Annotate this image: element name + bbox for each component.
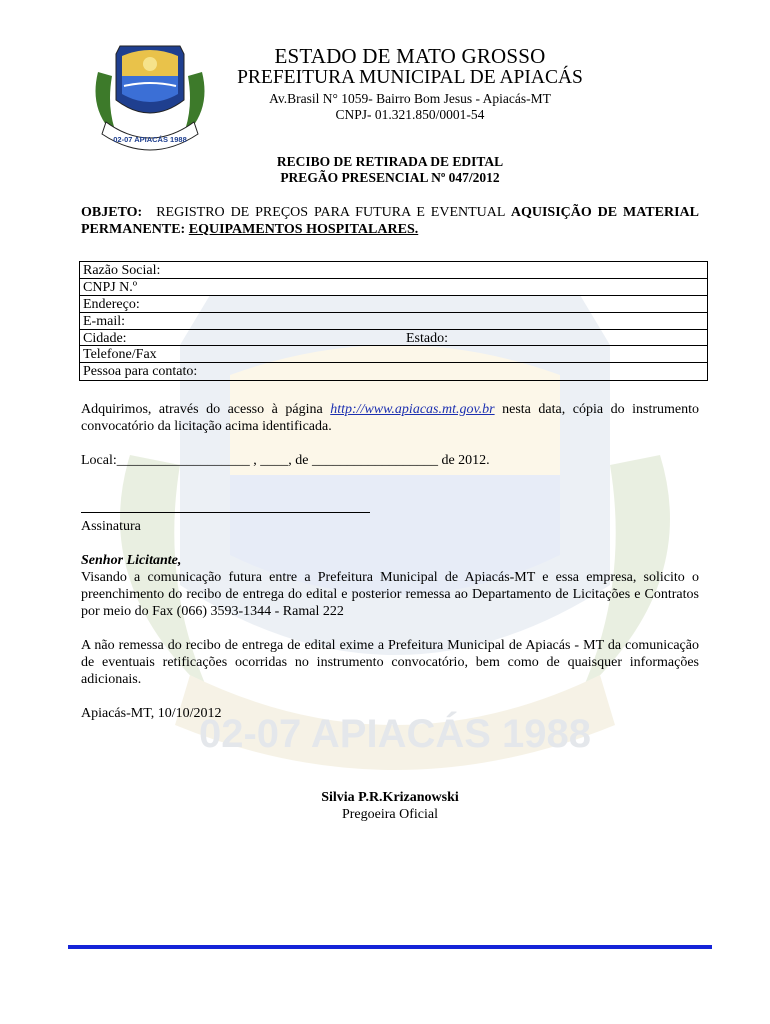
header-prefeitura: PREFEITURA MUNICIPAL DE APIACÁS [237, 67, 583, 88]
form-row-endereco[interactable] [80, 296, 707, 313]
instructions-paragraph: Visando a comunicação futura entre a Prefeitura Municipal de Apiacás-MT e essa empresa, solicito o preenchimento do recibo de entrega do edital e posterior remessa ao Departamento de Licitações e Contratos por meio do Fax (066) 3593-1344 - Ramal 222 [81, 570, 699, 619]
logo-text: 02-07 APIACÁS 1988 [113, 135, 187, 144]
form-row-cnpj[interactable] [80, 279, 707, 296]
acquisition-paragraph [81, 401, 699, 435]
razao-social-label: Razão Social: [83, 263, 161, 278]
notice-paragraph: A não remessa do recibo de entrega de edital exime a Prefeitura Municipal de Apiacás - MT da comunicação de eventuais retificações ocorridas no instrumento convocatório, bem como de quaisquer informações adicionais. [81, 638, 699, 687]
form-row-telefone[interactable] [80, 346, 707, 363]
place-date: Apiacás-MT, 10/10/2012 [81, 706, 222, 721]
header-cnpj: CNPJ- 01.321.850/0001-54 [335, 107, 485, 122]
objeto-section [81, 204, 699, 238]
contato-label: Pessoa para contato: [83, 364, 198, 380]
header-address: Av.Brasil N° 1059- Bairro Bom Jesus - Apiacás-MT [269, 91, 551, 106]
signature-line [81, 512, 370, 513]
objeto-underlined: EQUIPAMENTOS HOSPITALARES. [188, 222, 419, 237]
form-row-razao-social[interactable] [80, 262, 707, 279]
company-form-table [79, 261, 708, 381]
cidade-label: Cidade: [83, 330, 127, 346]
document-title: RECIBO DE RETIRADA DE EDITAL [276, 154, 504, 169]
telefone-label: Telefone/Fax [83, 347, 157, 363]
signatory-role: Pregoeira Oficial [341, 807, 438, 822]
website-link[interactable]: http://www.apiacas.mt.gov.br [330, 402, 495, 417]
objeto-text: REGISTRO DE PREÇOS PARA FUTURA E EVENTUAL [156, 205, 505, 220]
watermark-text: 02-07 APIACÁS 1988 [198, 712, 592, 756]
endereco-label: Endereço: [83, 296, 140, 312]
salutation: Senhor Licitante, [81, 553, 182, 568]
header-state: ESTADO DE MATO GROSSO [274, 44, 546, 68]
assinatura-label: Assinatura [81, 519, 141, 534]
signatory-name: Silvia P.R.Krizanowski [321, 790, 459, 805]
document-subtitle: PREGÃO PRESENCIAL Nº 047/2012 [280, 170, 500, 185]
form-row-contato[interactable] [80, 363, 707, 380]
acq-text-post: nesta data, cópia do instrumento convocatório da licitação acima identificada. [81, 402, 699, 434]
objeto-bold: AQUISIÇÃO DE MATERIAL PERMANENTE: [81, 205, 699, 237]
objeto-label: OBJETO: [81, 205, 143, 220]
cnpj-label: CNPJ N.º [83, 279, 138, 295]
email-label: E-mail: [83, 313, 125, 329]
local-date-line: Local:___________________ , ____, de __________________ de 2012. [81, 453, 490, 468]
estado-label: Estado: [406, 330, 448, 346]
footer-divider [68, 945, 712, 949]
form-row-email[interactable] [80, 313, 707, 330]
municipal-crest-logo [88, 42, 212, 160]
acq-text-pre: Adquirimos, através do acesso à página [81, 402, 323, 417]
form-row-cidade[interactable] [80, 330, 707, 347]
